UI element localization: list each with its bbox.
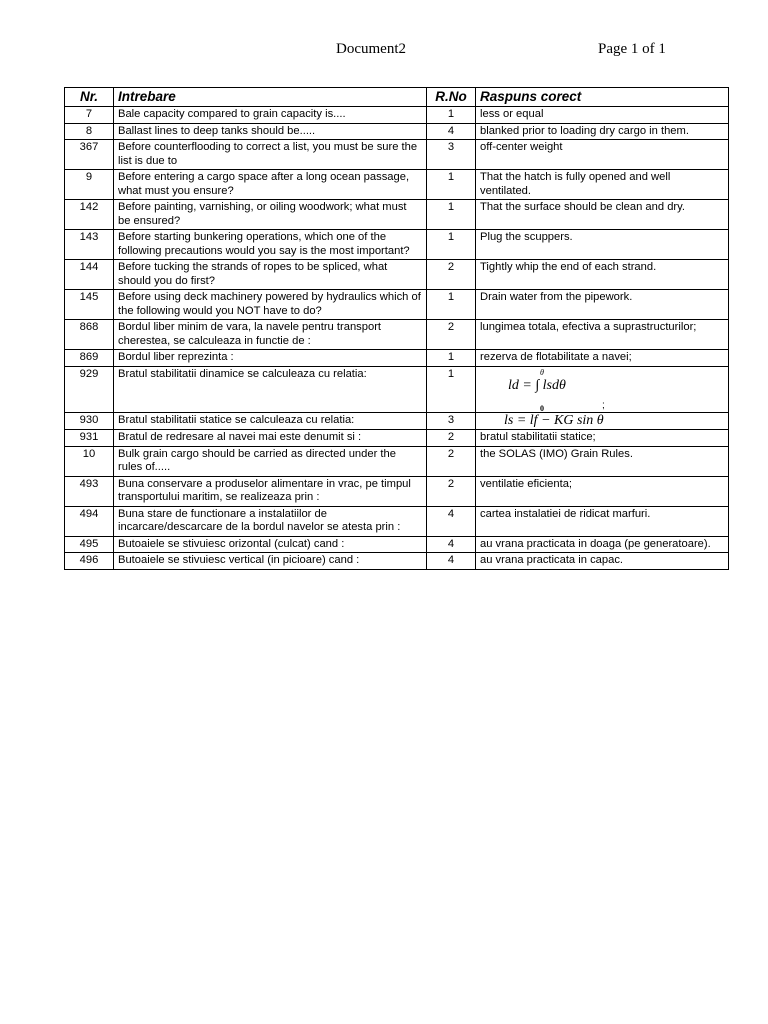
row-answer: less or equal xyxy=(476,107,729,124)
table-row xyxy=(65,290,729,320)
row-nr: 931 xyxy=(65,430,114,447)
table-row xyxy=(65,506,729,536)
table-row xyxy=(65,350,729,367)
row-question: Bordul liber reprezinta : xyxy=(114,350,427,367)
integral-upper-limit: θ xyxy=(540,367,544,377)
row-answer: blanked prior to loading dry cargo in them. xyxy=(476,123,729,140)
row-nr: 8 xyxy=(65,123,114,140)
table-row xyxy=(65,123,729,140)
table-body xyxy=(65,107,729,570)
row-answer: lungimea totala, efectiva a suprastructurilor; xyxy=(476,320,729,350)
table-row xyxy=(65,230,729,260)
row-nr: 494 xyxy=(65,506,114,536)
header-nr: Nr. xyxy=(65,88,114,107)
row-rno: 4 xyxy=(427,553,476,570)
row-rno: 2 xyxy=(427,260,476,290)
header-rno: R.No xyxy=(427,88,476,107)
row-question: Before using deck machinery powered by hydraulics which of the following would you NOT have to do? xyxy=(114,290,427,320)
row-rno: 1 xyxy=(427,366,476,412)
table-row xyxy=(65,476,729,506)
document-title: Document2 xyxy=(336,41,406,57)
row-rno: 1 xyxy=(427,170,476,200)
table-row xyxy=(65,366,729,412)
row-rno: 1 xyxy=(427,230,476,260)
row-question: Bratul de redresare al navei mai este denumit si : xyxy=(114,430,427,447)
row-question: Bratul stabilitatii dinamice se calculeaza cu relatia: xyxy=(114,366,427,412)
row-question: Butoaiele se stivuiesc vertical (in picioare) cand : xyxy=(114,553,427,570)
row-answer: That the surface should be clean and dry. xyxy=(476,200,729,230)
row-nr: 7 xyxy=(65,107,114,124)
table-row xyxy=(65,320,729,350)
row-rno: 2 xyxy=(427,320,476,350)
table-row xyxy=(65,260,729,290)
row-rno: 1 xyxy=(427,290,476,320)
row-rno: 4 xyxy=(427,536,476,553)
row-rno: 1 xyxy=(427,107,476,124)
row-rno: 1 xyxy=(427,350,476,367)
table-row xyxy=(65,200,729,230)
row-answer: off-center weight xyxy=(476,140,729,170)
formula-tail: ; xyxy=(602,399,605,411)
table-row xyxy=(65,553,729,570)
dynamic-stability-formula: ld = ∫ lsdθ xyxy=(508,377,566,393)
header-question: Intrebare xyxy=(114,88,427,107)
row-rno: 4 xyxy=(427,506,476,536)
row-rno: 4 xyxy=(427,123,476,140)
row-answer: the SOLAS (IMO) Grain Rules. xyxy=(476,446,729,476)
row-answer: au vrana practicata in doaga (pe generatoare). xyxy=(476,536,729,553)
header-answer: Raspuns corect xyxy=(476,88,729,107)
row-question: Before entering a cargo space after a long ocean passage, what must you ensure? xyxy=(114,170,427,200)
table-row xyxy=(65,170,729,200)
row-nr: 143 xyxy=(65,230,114,260)
row-rno: 2 xyxy=(427,430,476,447)
table-row xyxy=(65,536,729,553)
row-nr: 868 xyxy=(65,320,114,350)
row-rno: 1 xyxy=(427,200,476,230)
row-nr: 9 xyxy=(65,170,114,200)
row-nr: 493 xyxy=(65,476,114,506)
table-header-row xyxy=(65,88,729,107)
row-nr: 367 xyxy=(65,140,114,170)
row-answer: Drain water from the pipework. xyxy=(476,290,729,320)
row-rno: 2 xyxy=(427,476,476,506)
row-question: Buna stare de functionare a instalatiilor de incarcare/descarcare de la bordul navelor se atesta prin : xyxy=(114,506,427,536)
row-nr: 145 xyxy=(65,290,114,320)
row-nr: 144 xyxy=(65,260,114,290)
row-question: Butoaiele se stivuiesc orizontal (culcat) cand : xyxy=(114,536,427,553)
row-answer-formula xyxy=(476,366,729,412)
row-question: Bale capacity compared to grain capacity is.... xyxy=(114,107,427,124)
row-answer: bratul stabilitatii statice; xyxy=(476,430,729,447)
row-rno: 2 xyxy=(427,446,476,476)
row-answer: ventilatie eficienta; xyxy=(476,476,729,506)
row-answer: au vrana practicata in capac. xyxy=(476,553,729,570)
row-question: Before tucking the strands of ropes to be spliced, what should you do first? xyxy=(114,260,427,290)
table-row xyxy=(65,430,729,447)
table-row xyxy=(65,140,729,170)
row-question: Buna conservare a produselor alimentare in vrac, pe timpul transportului maritim, se realizeaza prin : xyxy=(114,476,427,506)
row-nr: 10 xyxy=(65,446,114,476)
row-answer: rezerva de flotabilitate a navei; xyxy=(476,350,729,367)
row-question: Before starting bunkering operations, which one of the following precautions would you say is the most important? xyxy=(114,230,427,260)
row-answer: That the hatch is fully opened and well ventilated. xyxy=(476,170,729,200)
row-nr: 496 xyxy=(65,553,114,570)
table-row xyxy=(65,107,729,124)
static-stability-formula: ls = lf − KG sin θ xyxy=(504,412,604,428)
row-question: Bulk grain cargo should be carried as directed under the rules of..... xyxy=(114,446,427,476)
qa-table xyxy=(64,87,729,570)
row-rno: 3 xyxy=(427,140,476,170)
row-nr: 929 xyxy=(65,366,114,412)
row-nr: 495 xyxy=(65,536,114,553)
row-question: Bratul stabilitatii statice se calculeaza cu relatia: xyxy=(114,412,427,430)
integral-lower-limit: 0 xyxy=(540,403,544,413)
row-nr: 930 xyxy=(65,412,114,430)
row-answer: Plug the scuppers. xyxy=(476,230,729,260)
table-row xyxy=(65,446,729,476)
row-answer: Tightly whip the end of each strand. xyxy=(476,260,729,290)
row-question: Before painting, varnishing, or oiling woodwork; what must be ensured? xyxy=(114,200,427,230)
row-answer: cartea instalatiei de ridicat marfuri. xyxy=(476,506,729,536)
page-number: Page 1 of 1 xyxy=(598,41,666,57)
row-question: Ballast lines to deep tanks should be..... xyxy=(114,123,427,140)
row-question: Bordul liber minim de vara, la navele pentru transport cherestea, se calculeaza in functie de : xyxy=(114,320,427,350)
table-row xyxy=(65,412,729,430)
row-nr: 142 xyxy=(65,200,114,230)
row-rno: 3 xyxy=(427,412,476,430)
row-nr: 869 xyxy=(65,350,114,367)
row-question: Before counterflooding to correct a list, you must be sure the list is due to xyxy=(114,140,427,170)
row-answer-formula xyxy=(476,412,729,430)
